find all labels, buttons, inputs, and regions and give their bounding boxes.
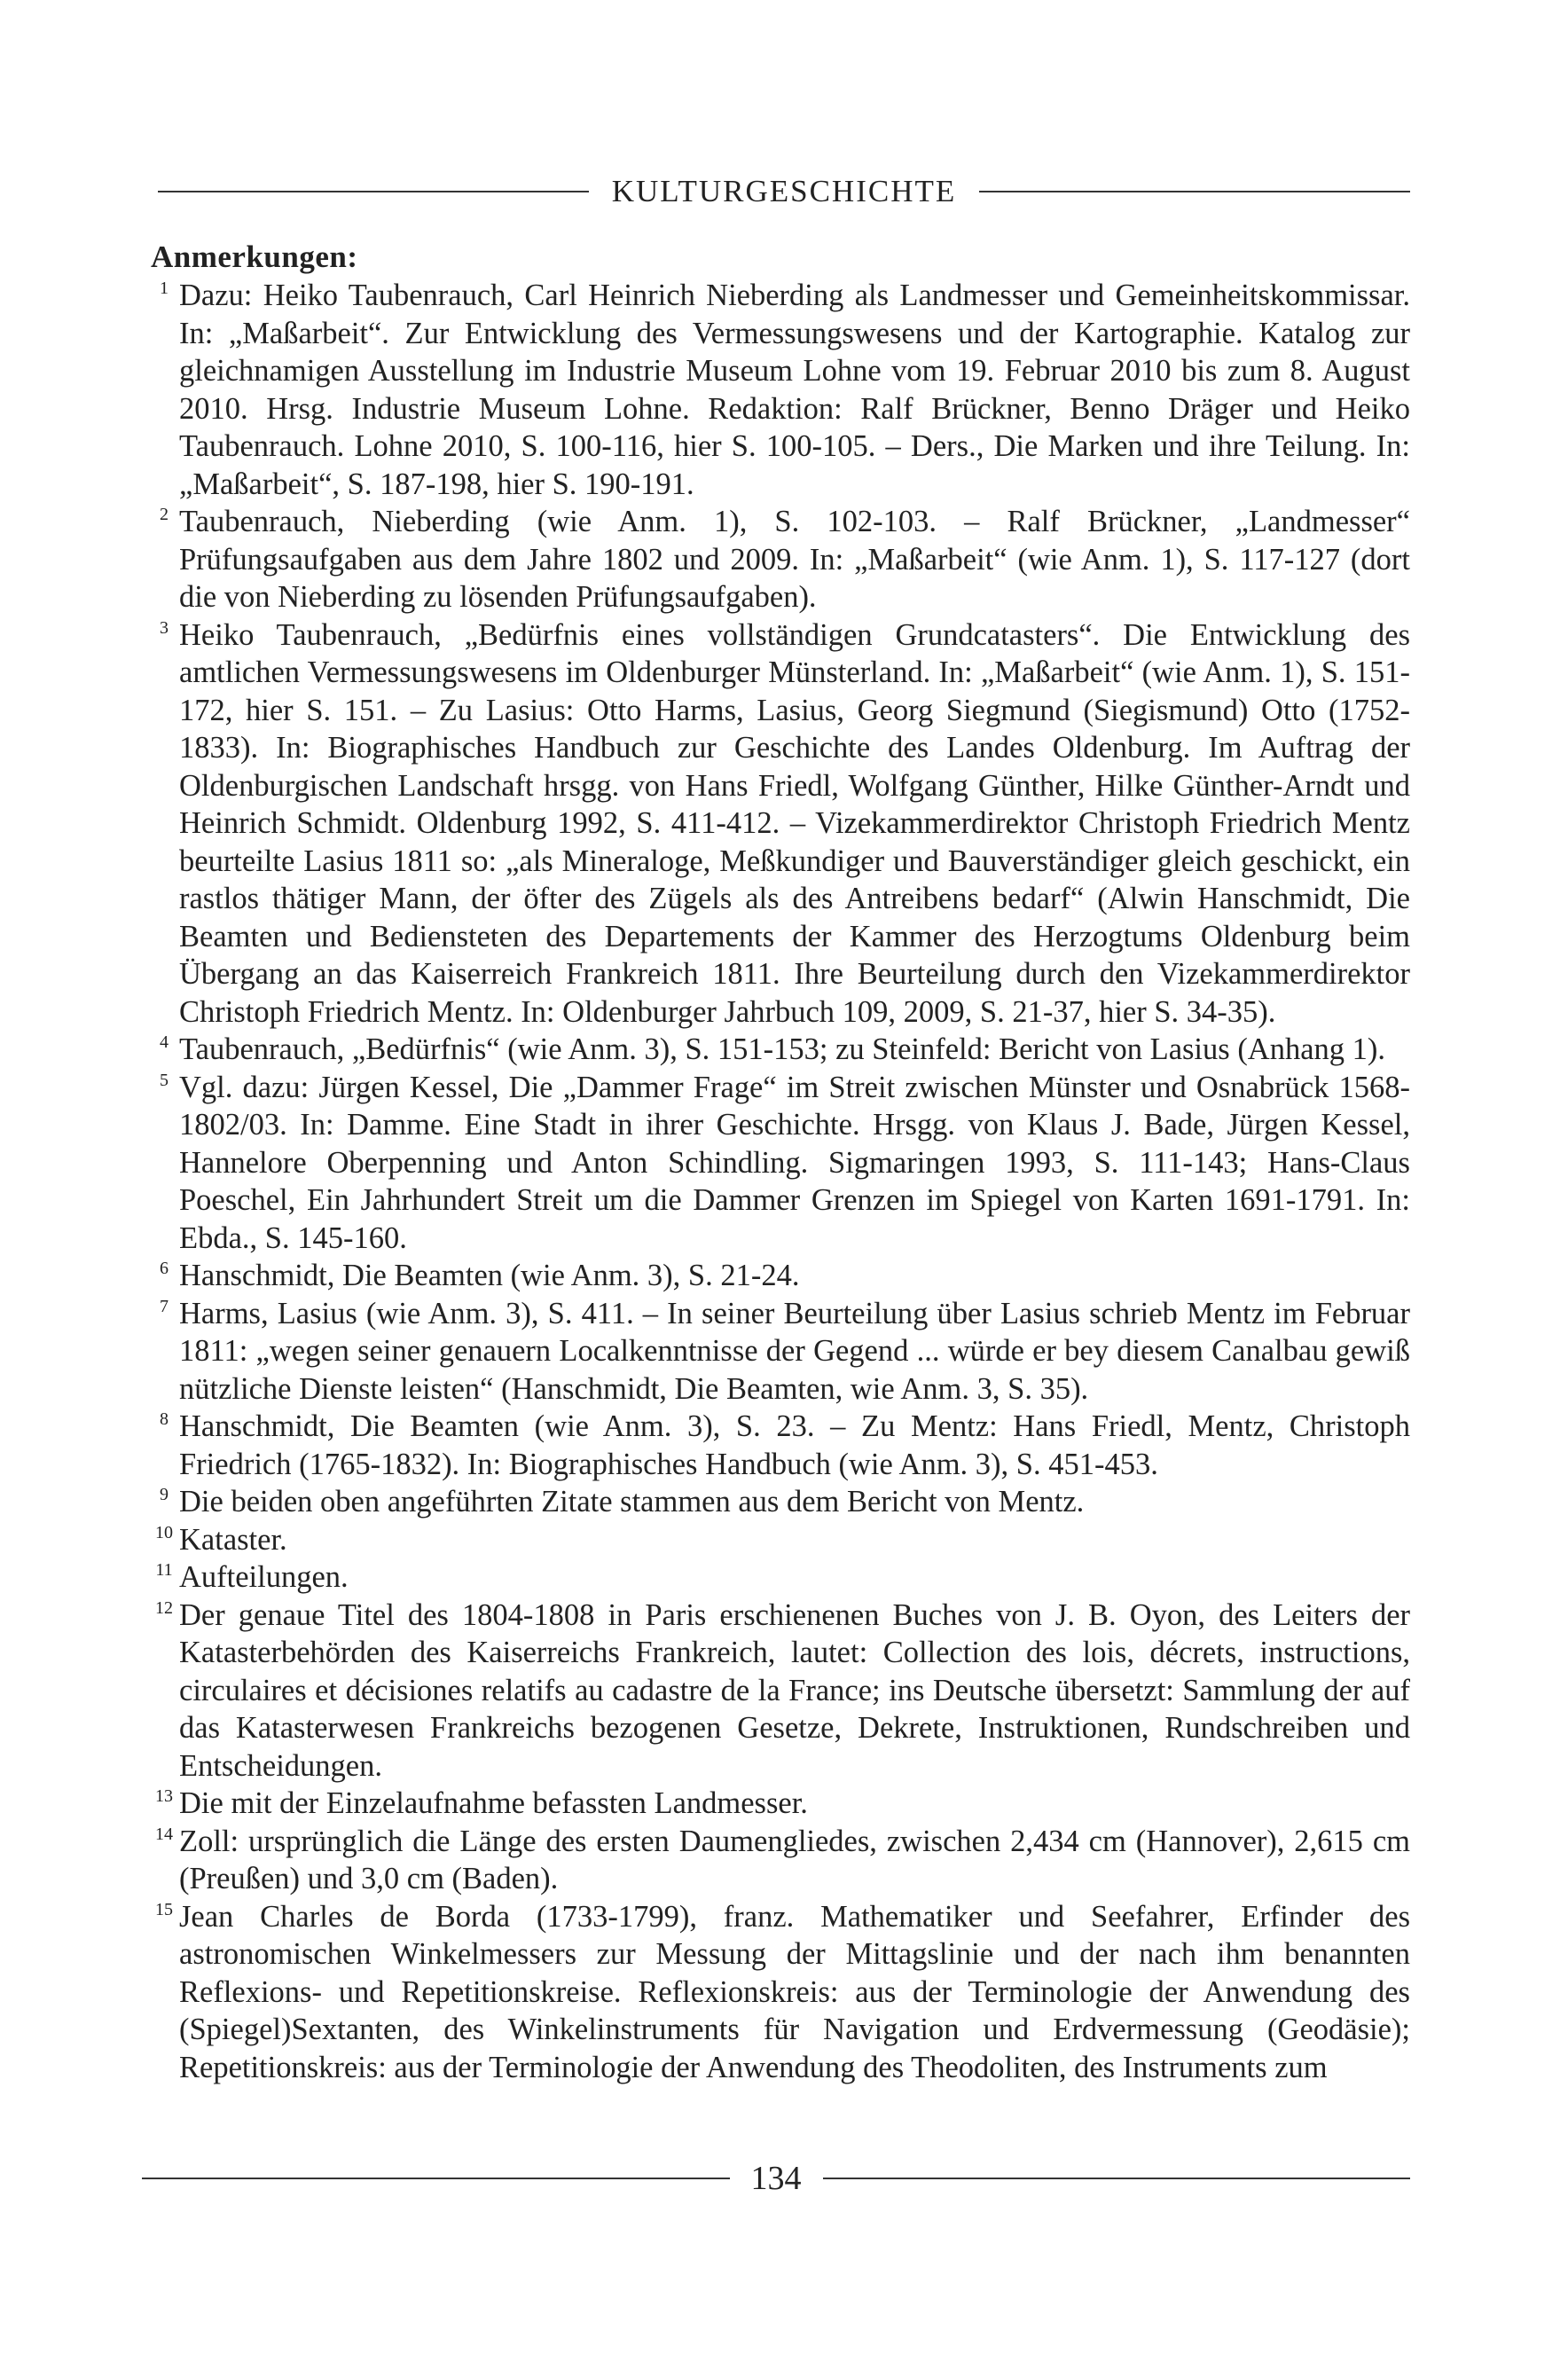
note-text: Jean Charles de Borda (1733-1799), franz. Mathematiker und Seefahrer, Erfinder des astronomischen Winkelmessers zur Messung der Mittagslinie und der nach ihm benannten Reflexions- und Repetitionskreise. Reflexionskreis: aus der Terminologie der Anwendung des (Spiegel)Sextanten, des Winkelinstruments für Navigation und Erdvermessung (Geodäsie); Repetitionskreis: aus der Terminologie der Anwendung des Theodoliten, des Instruments zum [179,1899,1410,2084]
note-text: Die mit der Einzelaufnahme befassten Landmesser. [179,1786,808,1820]
note-text: Zoll: ursprünglich die Länge des ersten Daumengliedes, zwischen 2,434 cm (Hannover), 2,615 cm (Preußen) und 3,0 cm (Baden). [179,1824,1410,1895]
note-number: 7 [160,1296,169,1316]
note-number: 13 [155,1786,173,1806]
header-title: KULTURGESCHICHTE [611,174,957,208]
note-text: Taubenrauch, „Bedürfnis“ (wie Anm. 3), S. 151-153; zu Steinfeld: Bericht von Lasius (Anhang 1). [179,1032,1386,1066]
note [151,1521,1410,1559]
note [151,1295,1410,1409]
note-number: 9 [160,1485,169,1504]
note [151,1257,1410,1295]
note-number: 12 [155,1597,173,1618]
note [151,1898,1410,2087]
note-number: 1 [160,279,169,298]
note [151,616,1410,1032]
footer-rule-left [142,2178,730,2179]
notes-list [151,277,1410,2086]
note-text: Harms, Lasius (wie Anm. 3), S. 411. – In seiner Beurteilung über Lasius schrieb Mentz im Februar 1811: „wegen seiner genauern Localkenntnisse der Gegend ... würde er bey diesem Canalbau gewiß nützliche Dienste leisten“ (Hanschmidt, Die Beamten, wie Anm. 3, S. 35). [179,1296,1410,1406]
note-number: 5 [160,1070,169,1090]
note [151,1408,1410,1483]
note-text: Hanschmidt, Die Beamten (wie Anm. 3), S. 23. – Zu Mentz: Hans Friedl, Mentz, Christoph Friedrich (1765-1832). In: Biographisches Handbuch (wie Anm. 3), S. 451-453. [179,1409,1410,1481]
section-title: Anmerkungen: [151,239,358,274]
note [151,503,1410,616]
footer-rule-right [823,2178,1411,2179]
header-rule-right [979,191,1410,192]
header-rule-left [158,191,589,192]
page-footer [142,2157,1410,2200]
note [151,1031,1410,1069]
note-number: 6 [160,1259,169,1278]
note-text: Die beiden oben angeführten Zitate stammen aus dem Bericht von Mentz. [179,1485,1085,1519]
note [151,1558,1410,1597]
note-number: 14 [155,1824,173,1844]
note-number: 15 [155,1899,173,1919]
note-text: Taubenrauch, Nieberding (wie Anm. 1), S. 102-103. – Ralf Brückner, „Landmesser“ Prüfungsaufgaben aus dem Jahre 1802 und 2009. In: „Maßarbeit“ (wie Anm. 1), S. 117-127 (dort die von Nieberding zu lösenden Prüfungsaufgaben). [179,505,1410,614]
note-number: 4 [160,1032,169,1052]
note-number: 11 [155,1560,173,1580]
note-number: 2 [160,505,169,524]
note-text: Kataster. [179,1522,287,1557]
note [151,1597,1410,1785]
note-number: 8 [160,1409,169,1429]
running-header [158,167,1410,216]
note [151,277,1410,503]
note-text: Dazu: Heiko Taubenrauch, Carl Heinrich Nieberding als Landmesser und Gemeinheitskommissar. In: „Maßarbeit“. Zur Entwicklung des Vermessungswesens und der Kartographie. Katalog zur gleichnamigen Ausstellung im Industrie Museum Lohne vom 19. Februar 2010 bis zum 8. August 2010. Hrsg. Industrie Museum Lohne. Redaktion: Ralf Brückner, Benno Dräger und Heiko Taubenrauch. Lohne 2010, S. 100-116, hier S. 100-105. – Ders., Die Marken und ihre Teilung. In: „Maßarbeit“, S. 187-198, hier S. 190-191. [179,279,1410,501]
page-number: 134 [750,2160,802,2197]
note-text: Vgl. dazu: Jürgen Kessel, Die „Dammer Frage“ im Streit zwischen Münster und Osnabrück 1568-1802/03. In: Damme. Eine Stadt in ihrer Geschichte. Hrsgg. von Klaus J. Bade, Jürgen Kessel, Hannelore Oberpenning und Anton Schindling. Sigmaringen 1993, S. 111-143; Hans-Claus Poeschel, Ein Jahrhundert Streit um die Dammer Grenzen im Spiegel von Karten 1691-1791. In: Ebda., S. 145-160. [179,1070,1410,1255]
note-text: Aufteilungen. [179,1560,349,1594]
note-text: Hanschmidt, Die Beamten (wie Anm. 3), S. 21-24. [179,1259,800,1292]
note [151,1483,1410,1521]
note [151,1069,1410,1258]
note-text: Heiko Taubenrauch, „Bedürfnis eines vollständigen Grundcatasters“. Die Entwicklung des amtlichen Vermessungswesens im Oldenburger Münsterland. In: „Maßarbeit“ (wie Anm. 1), S. 151-172, hier S. 151. – Zu Lasius: Otto Harms, Lasius, Georg Siegmund (Siegismund) Otto (1752-1833). In: Biographisches Handbuch zur Geschichte des Landes Oldenburg. Im Auftrag der Oldenburgischen Landschaft hrsgg. von Hans Friedl, Wolfgang Günther, Hilke Günther-Arndt und Heinrich Schmidt. Oldenburg 1992, S. 411-412. – Vizekammerdirektor Christoph Friedrich Mentz beurteilte Lasius 1811 so: „als Mineraloge, Meßkundiger und Bauverständiger gleich geschickt, ein rastlos thätiger Mann, der öfter des Zügels als des Antreibens bedarf“ (Alwin Hanschmidt, Die Beamten und Bediensteten des Departements der Kammer des Herzogtums Oldenburg beim Übergang an das Kaiserreich Frankreich 1811. Ihre Beurteilung durch den Vizekammerdirektor Christoph Friedrich Mentz. In: Oldenburger Jahrbuch 109, 2009, S. 21-37, hier S. 34-35). [179,617,1410,1029]
note [151,1823,1410,1898]
note-text: Der genaue Titel des 1804-1808 in Paris erschienenen Buches von J. B. Oyon, des Leiters der Katasterbehörden des Kaiserreichs Frankreich, lautet: Collection des lois, décrets, instructions, circulaires et décisiones relatifs au cadastre de la France; ins Deutsche übersetzt: Sammlung der auf das Katasterwesen Frankreichs bezogenen Gesetze, Dekrete, Instruktionen, Rundschreiben und Entscheidungen. [179,1597,1410,1783]
note-number: 10 [155,1522,173,1542]
note-number: 3 [160,617,169,638]
note [151,1785,1410,1823]
